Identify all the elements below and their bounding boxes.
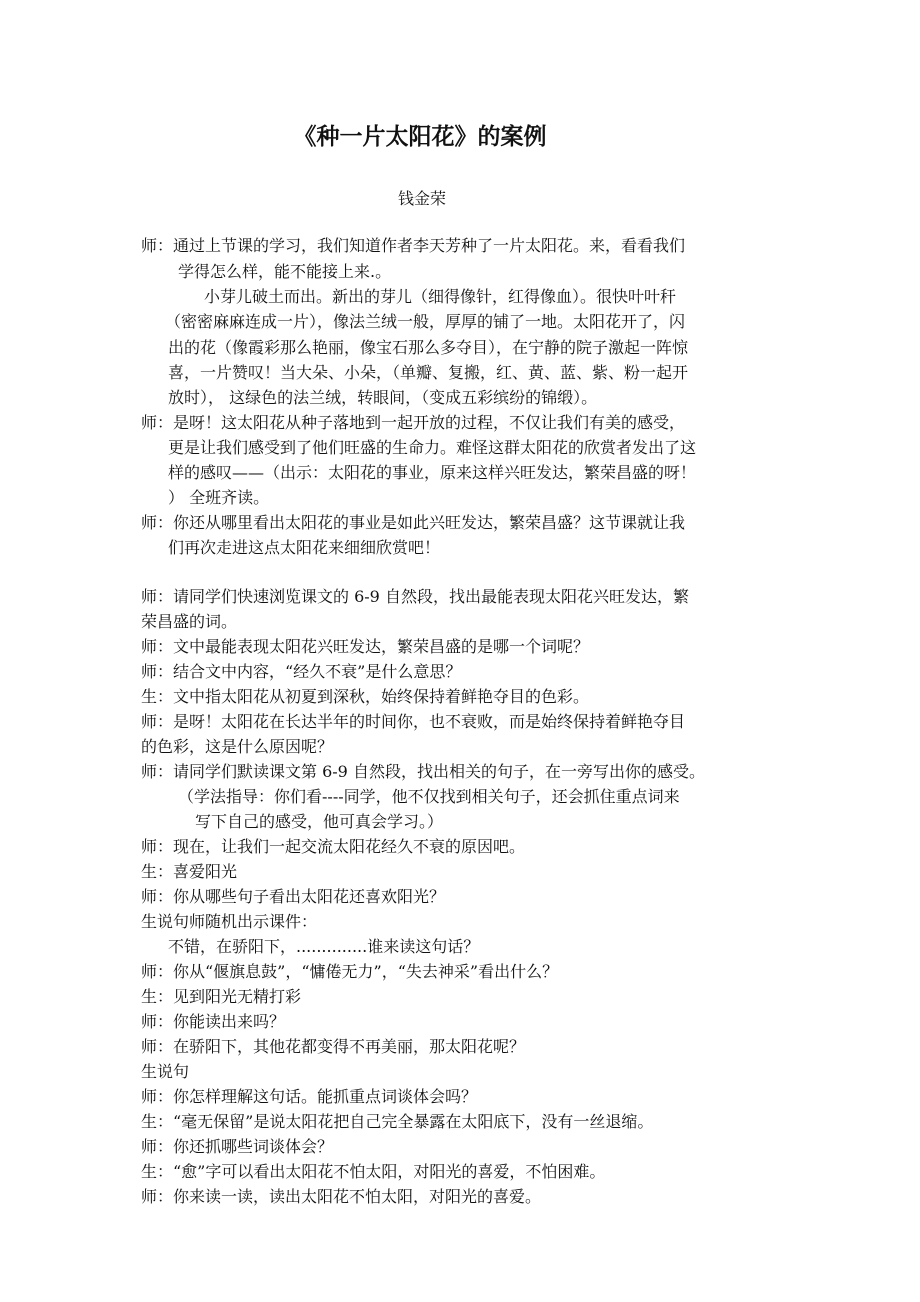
text-line: 的色彩，这是什么原因呢？ bbox=[141, 737, 334, 756]
text-line: 师：是呀！这太阳花从种子落地到一起开放的过程，不仅让我们有美的感受， bbox=[141, 413, 686, 432]
text-line: 生说句师随机出示课件： bbox=[141, 912, 318, 931]
text-line: 出的花（像霞彩那么艳丽，像宝石那么多夺目），在宁静的院子激起一阵惊 bbox=[168, 338, 689, 357]
text-line: 师：是呀！太阳花在长达半年的时间你，也不衰败，而是始终保持着鲜艳夺目 bbox=[141, 712, 686, 731]
text-line: 不错，在骄阳下，..............谁来读这句话？ bbox=[168, 937, 480, 956]
text-line: 师：通过上节课的学习，我们知道作者李天芳种了一片太阳花。来，看看我们 bbox=[141, 236, 686, 255]
text-line: 喜，一片赞叹！当大朵、小朵，（单瓣、复搬，红、黄、蓝、紫、粉一起开 bbox=[168, 363, 689, 382]
text-line: 小芽儿破土而出。新出的芽儿（细得像针，红得像血）。很快叶叶秆 bbox=[204, 287, 677, 306]
text-line: 生：文中指太阳花从初夏到深秋，始终保持着鲜艳夺目的色彩。 bbox=[141, 687, 590, 706]
text-line: 师：文中最能表现太阳花兴旺发达，繁荣昌盛的是哪一个词呢？ bbox=[141, 637, 590, 656]
text-line: ） 全班齐读。 bbox=[168, 488, 270, 507]
text-line: 们再次走进这点太阳花来细细欣赏吧！ bbox=[168, 538, 441, 557]
text-line: 生：见到阳光无精打彩 bbox=[141, 987, 302, 1006]
text-line: 师：结合文中内容，“经久不衰”是什么意思？ bbox=[141, 662, 462, 681]
text-line: 师：现在，让我们一起交流太阳花经久不衰的原因吧。 bbox=[141, 837, 526, 856]
text-line: 师：你从“偃旗息鼓”，“慵倦无力”，“失去神采”看出什么？ bbox=[141, 962, 559, 981]
text-line: 师：你怎样理解这句话。能抓重点词谈体会吗？ bbox=[141, 1087, 478, 1106]
text-line: 生：“愈”字可以看出太阳花不怕太阳，对阳光的喜爱，不怕困难。 bbox=[141, 1162, 606, 1181]
text-line: （密密麻麻连成一片），像法兰绒一般，厚厚的铺了一地。太阳花开了，闪 bbox=[165, 312, 686, 331]
text-line: 样的感叹——（出示：太阳花的事业，原来这样兴旺发达，繁荣昌盛的呀！ bbox=[168, 463, 697, 482]
text-line: 师：请同学们默读课文第 6-9 自然段，找出相关的句子，在一旁写出你的感受。 bbox=[141, 762, 705, 781]
text-line: 写下自己的感受，他可真会学习。） bbox=[195, 812, 444, 831]
text-line: 放时）， 这绿色的法兰绒，转眼间，（变成五彩缤纷的锦缎）。 bbox=[168, 388, 598, 407]
text-line: 师：在骄阳下，其他花都变得不再美丽，那太阳花呢？ bbox=[141, 1037, 526, 1056]
text-line: 师：你还从哪里看出太阳花的事业是如此兴旺发达，繁荣昌盛？这节课就让我 bbox=[141, 513, 686, 532]
text-line: （学法指导：你们看----同学，他不仅找到相关句子，还会抓住重点词来 bbox=[178, 787, 680, 806]
text-line: 师：你从哪些句子看出太阳花还喜欢阳光？ bbox=[141, 887, 446, 906]
text-line: 生：“毫无保留”是说太阳花把自己完全暴露在太阳底下，没有一丝退缩。 bbox=[141, 1112, 654, 1131]
text-line: 师：你来读一读，读出太阳花不怕太阳，对阳光的喜爱。 bbox=[141, 1187, 542, 1206]
text-line: 师：你还抓哪些词谈体会？ bbox=[141, 1137, 334, 1156]
text-line: 师：请同学们快速浏览课文的 6-9 自然段，找出最能表现太阳花兴旺发达，繁 bbox=[141, 587, 689, 606]
text-line: 师：你能读出来吗？ bbox=[141, 1012, 286, 1031]
text-line: 荣昌盛的词。 bbox=[141, 612, 238, 631]
text-line: 生说句 bbox=[141, 1062, 190, 1081]
text-line: 生：喜爱阳光 bbox=[141, 862, 238, 881]
text-line: 更是让我们感受到了他们旺盛的生命力。难怪这群太阳花的欣赏者发出了这 bbox=[168, 438, 697, 457]
document-author: 钱金荣 bbox=[398, 189, 447, 208]
document-title: 《种一片太阳花》的案例 bbox=[293, 124, 547, 150]
text-line: 学得怎么样，能不能接上来.。 bbox=[178, 262, 392, 281]
